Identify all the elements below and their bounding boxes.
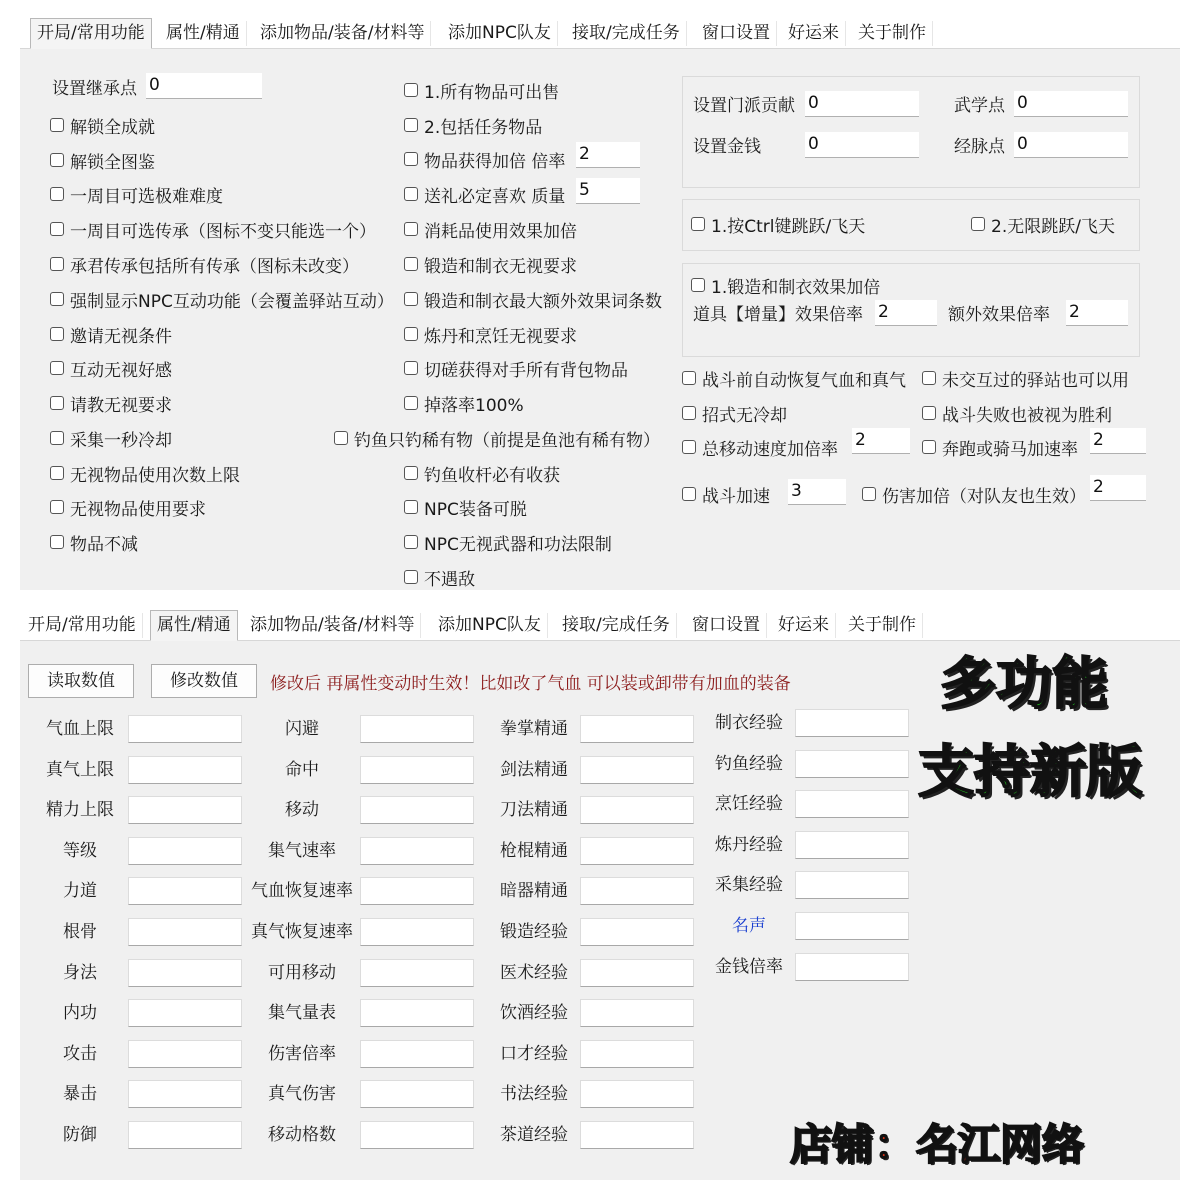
checkbox-box[interactable] — [922, 440, 936, 454]
checkbox-box[interactable] — [971, 217, 985, 231]
checkbox-box[interactable] — [404, 118, 418, 132]
tab-good-luck[interactable]: 好运来 — [772, 613, 836, 638]
attr-label: 身法 — [63, 963, 97, 983]
checkbox-box[interactable] — [50, 396, 64, 410]
inherit-points-input[interactable]: 0 — [146, 73, 262, 99]
checkbox-box[interactable] — [404, 535, 418, 549]
attr-input[interactable] — [795, 790, 909, 818]
checkbox-label: 消耗品使用效果加倍 — [424, 221, 577, 242]
checkbox-box[interactable] — [50, 466, 64, 480]
attr-input[interactable] — [795, 750, 909, 778]
promo-multifunction: 多功能 — [940, 652, 1108, 717]
attr-input[interactable] — [795, 912, 909, 940]
checkbox-box[interactable] — [682, 406, 696, 420]
checkbox-label: 炼丹和烹饪无视要求 — [424, 326, 577, 347]
checkbox-interact-ignore-favor[interactable] — [50, 355, 172, 381]
checkbox-label: 锻造和制衣无视要求 — [424, 256, 577, 277]
tab-quests[interactable]: 接取/完成任务 — [556, 613, 677, 638]
checkbox-box[interactable] — [862, 487, 876, 501]
modify-notice: 修改后 再属性变动时生效！比如改了气血 可以装或卸带有加血的装备 — [270, 674, 791, 694]
checkbox-box[interactable] — [404, 222, 418, 236]
checkbox-ctrl-jump[interactable] — [691, 211, 865, 237]
tab-add-npc[interactable]: 添加NPC队友 — [432, 613, 548, 638]
checkbox-box[interactable] — [404, 396, 418, 410]
gift-quality-input[interactable]: 5 — [576, 178, 640, 204]
checkbox-label: 邀请无视条件 — [70, 326, 172, 347]
checkbox-all-inheritance[interactable] — [50, 251, 359, 277]
checkbox-label: 切磋获得对手所有背包物品 — [424, 360, 628, 381]
checkbox-box[interactable] — [922, 371, 936, 385]
checkbox-move-speed[interactable] — [682, 434, 838, 460]
checkbox-label: 掉落率100% — [424, 395, 524, 416]
checkbox-label: 1.按Ctrl键跳跃/飞天 — [711, 216, 866, 237]
sect-contribution-label: 设置门派贡献 — [693, 96, 795, 116]
money-input[interactable]: 0 — [805, 132, 919, 158]
attr-label: 攻击 — [63, 1044, 97, 1064]
checkbox-show-npc-interact[interactable] — [50, 286, 394, 312]
checkbox-box[interactable] — [404, 570, 418, 584]
checkbox-extreme-difficulty[interactable] — [50, 181, 223, 207]
item-multiplier-input[interactable]: 2 — [576, 142, 640, 168]
attr-label: 伤害倍率 — [268, 1044, 336, 1064]
attr-label: 暗器精通 — [500, 881, 568, 901]
resources-group — [682, 76, 1140, 188]
tab-page-general — [20, 49, 1180, 590]
tab-window-settings[interactable]: 窗口设置 — [686, 613, 767, 638]
modify-values-button[interactable]: 修改数值 — [151, 664, 257, 698]
attr-label: 精力上限 — [46, 800, 114, 820]
attr-label: 闪避 — [285, 719, 319, 739]
checkbox-label: 1.锻造和制衣效果加倍 — [711, 277, 881, 298]
attr-label: 剑法精通 — [500, 760, 568, 780]
checkbox-npc-weapon[interactable] — [404, 529, 612, 555]
checkbox-box[interactable] — [682, 440, 696, 454]
checkbox-spar-loot[interactable] — [404, 355, 628, 381]
checkbox-label: 强制显示NPC互动功能（会覆盖驿站互动） — [70, 291, 394, 312]
checkbox-label: NPC无视武器和功法限制 — [424, 534, 612, 555]
checkbox-label: 送礼必定喜欢 质量 — [424, 186, 566, 207]
extra-effect-input[interactable]: 2 — [1066, 300, 1128, 326]
checkbox-label: 钓鱼只钓稀有物（前提是鱼池有稀有物） — [354, 430, 660, 451]
checkbox-lose-as-win[interactable] — [922, 400, 1112, 426]
attr-input[interactable] — [795, 831, 909, 859]
meridian-points-input[interactable]: 0 — [1014, 132, 1128, 158]
attr-label: 真气恢复速率 — [251, 922, 353, 942]
tab-general[interactable]: 开局/常用功能 — [30, 18, 152, 49]
attr-label: 集气速率 — [268, 841, 336, 861]
tab-bar — [20, 18, 1180, 49]
checkbox-box[interactable] — [404, 500, 418, 514]
checkbox-box[interactable] — [50, 327, 64, 341]
checkbox-box[interactable] — [50, 292, 64, 306]
checkbox-label: 请教无视要求 — [70, 395, 172, 416]
checkbox-npc-strip[interactable] — [404, 494, 527, 520]
attr-label: 移动格数 — [268, 1125, 336, 1145]
attr-label: 根骨 — [63, 922, 97, 942]
checkbox-label: 不遇敌 — [424, 569, 475, 590]
attr-label: 茶道经验 — [500, 1125, 568, 1145]
checkbox-box[interactable] — [404, 187, 418, 201]
checkbox-damage-multiplier[interactable] — [862, 481, 1086, 507]
tab-quests[interactable]: 接取/完成任务 — [566, 21, 687, 46]
checkbox-no-cooldown[interactable] — [682, 400, 787, 426]
attr-label: 真气伤害 — [268, 1084, 336, 1104]
checkbox-fish-rare[interactable] — [334, 425, 660, 451]
meridian-points-label: 经脉点 — [954, 137, 1005, 157]
checkbox-label: 物品获得加倍 倍率 — [424, 151, 566, 172]
checkbox-items-not-consumed[interactable] — [50, 529, 138, 555]
checkbox-forge-bonus[interactable] — [691, 272, 880, 298]
checkbox-drop-rate[interactable] — [404, 390, 524, 416]
checkbox-forge-no-req[interactable] — [404, 251, 577, 277]
attr-label: 力道 — [63, 881, 97, 901]
checkbox-auto-restore[interactable] — [682, 365, 906, 391]
checkbox-label: 一周目可选传承（图标不变只能选一个） — [70, 221, 376, 242]
extra-effect-label: 额外效果倍率 — [948, 305, 1050, 325]
checkbox-infinite-jump[interactable] — [971, 211, 1115, 237]
attr-label: 烹饪经验 — [715, 794, 783, 814]
attr-label: 真气上限 — [46, 760, 114, 780]
sect-contribution-input[interactable]: 0 — [805, 91, 919, 117]
attr-label: 集气量表 — [268, 1003, 336, 1023]
tab-attributes[interactable]: 属性/精通 — [160, 21, 247, 46]
checkbox-label: 奔跑或骑马加速率 — [942, 439, 1078, 460]
checkbox-item-multiplier[interactable] — [404, 146, 565, 172]
checkbox-label: 战斗失败也被视为胜利 — [942, 405, 1112, 426]
checkbox-gather-cooldown[interactable] — [50, 425, 172, 451]
attr-label: 气血恢复速率 — [251, 881, 353, 901]
checkbox-ignore-use-req[interactable] — [50, 494, 206, 520]
item-boost-input[interactable]: 2 — [875, 300, 937, 326]
checkbox-box[interactable] — [50, 535, 64, 549]
tab-page-attributes — [20, 641, 1180, 1180]
attr-label: 锻造经验 — [500, 922, 568, 942]
checkbox-box[interactable] — [50, 187, 64, 201]
checkbox-box[interactable] — [50, 431, 64, 445]
attr-input[interactable] — [795, 871, 909, 899]
tab-add-items[interactable]: 添加物品/装备/材料等 — [244, 613, 421, 638]
checkbox-label: 解锁全成就 — [70, 117, 155, 138]
martial-points-input[interactable]: 0 — [1014, 91, 1128, 117]
jump-group — [682, 199, 1140, 251]
money-label: 设置金钱 — [693, 137, 761, 157]
checkbox-run-speed[interactable] — [922, 434, 1078, 460]
checkbox-box[interactable] — [50, 361, 64, 375]
read-values-button[interactable]: 读取数值 — [28, 664, 134, 698]
attr-label: 饮酒经验 — [500, 1003, 568, 1023]
checkbox-label: 钓鱼收杆必有收获 — [424, 465, 560, 486]
tab-window-settings[interactable]: 窗口设置 — [696, 21, 777, 46]
attr-label: 等级 — [63, 841, 97, 861]
checkbox-box[interactable] — [404, 466, 418, 480]
tab-add-npc[interactable]: 添加NPC队友 — [442, 21, 558, 46]
attr-input[interactable] — [795, 709, 909, 737]
attr-label: 刀法精通 — [500, 800, 568, 820]
checkbox-label: 互动无视好感 — [70, 360, 172, 381]
checkbox-box[interactable] — [50, 153, 64, 167]
checkbox-box[interactable] — [404, 152, 418, 166]
checkbox-label: 招式无冷却 — [702, 405, 787, 426]
martial-points-label: 武学点 — [954, 96, 1005, 116]
checkbox-box[interactable] — [50, 500, 64, 514]
checkbox-fish-harvest[interactable] — [404, 460, 560, 486]
checkbox-box[interactable] — [404, 83, 418, 97]
attr-input[interactable] — [795, 953, 909, 981]
tab-about[interactable]: 关于制作 — [852, 21, 933, 46]
shop-name: 店铺：名江网络 — [790, 1120, 1085, 1169]
checkbox-label: 无视物品使用要求 — [70, 499, 206, 520]
tab-about[interactable]: 关于制作 — [842, 613, 923, 638]
attr-label: 移动 — [285, 800, 319, 820]
checkbox-label: 未交互过的驿站也可以用 — [942, 370, 1129, 391]
attr-label: 医术经验 — [500, 963, 568, 983]
checkbox-label: 战斗前自动恢复气血和真气 — [702, 370, 906, 391]
attr-label: 钓鱼经验 — [715, 754, 783, 774]
checkbox-ignore-use-limit[interactable] — [50, 460, 240, 486]
checkbox-consult-ignore-req[interactable] — [50, 390, 172, 416]
checkbox-include-quest-items[interactable] — [404, 112, 542, 138]
checkbox-label: 承君传承包括所有传承（图标未改变） — [70, 256, 359, 277]
attr-label: 暴击 — [63, 1084, 97, 1104]
checkbox-gift-liked[interactable] — [404, 181, 565, 207]
checkbox-box[interactable] — [404, 327, 418, 341]
checkbox-sell-all[interactable] — [404, 77, 559, 103]
checkbox-label: 2.包括任务物品 — [424, 117, 543, 138]
checkbox-label: 采集一秒冷却 — [70, 430, 172, 451]
run-speed-input[interactable]: 2 — [1090, 428, 1146, 454]
inherit-points-label: 设置继承点 — [52, 79, 137, 99]
checkbox-box[interactable] — [404, 257, 418, 271]
checkbox-box[interactable] — [922, 406, 936, 420]
checkbox-box[interactable] — [682, 487, 696, 501]
checkbox-box[interactable] — [50, 118, 64, 132]
attr-label: 命中 — [285, 760, 319, 780]
checkbox-box[interactable] — [50, 222, 64, 236]
move-speed-input[interactable]: 2 — [852, 428, 910, 454]
checkbox-battle-speed[interactable] — [682, 481, 770, 507]
promo-supports-new-version: 支持新版 — [918, 740, 1142, 805]
forge-bonus-group — [682, 263, 1140, 357]
checkbox-label: 一周目可选极难难度 — [70, 186, 223, 207]
attr-label: 气血上限 — [46, 719, 114, 739]
attr-label: 内功 — [63, 1003, 97, 1023]
checkbox-label: 1.所有物品可出售 — [424, 82, 560, 103]
attr-input[interactable] — [580, 1080, 694, 1108]
checkbox-box[interactable] — [404, 292, 418, 306]
checkbox-label: NPC装备可脱 — [424, 499, 527, 520]
attr-label: 采集经验 — [715, 875, 783, 895]
attr-label: 可用移动 — [268, 963, 336, 983]
checkbox-no-encounter[interactable] — [404, 564, 475, 590]
tab-good-luck[interactable]: 好运来 — [782, 21, 846, 46]
attr-input[interactable] — [580, 1121, 694, 1149]
attr-label: 名声 — [732, 916, 766, 936]
checkbox-box[interactable] — [691, 217, 705, 231]
checkbox-unlock-achievements[interactable] — [50, 112, 155, 138]
checkbox-label: 2.无限跳跃/飞天 — [991, 216, 1115, 237]
tab-general[interactable]: 开局/常用功能 — [22, 613, 143, 638]
attr-label: 枪棍精通 — [500, 841, 568, 861]
attr-input[interactable] — [580, 1040, 694, 1068]
checkbox-label: 解锁全图鉴 — [70, 152, 155, 173]
checkbox-label: 锻造和制衣最大额外效果词条数 — [424, 291, 662, 312]
checkbox-label: 战斗加速 — [702, 486, 770, 507]
checkbox-box[interactable] — [50, 257, 64, 271]
tab-bar — [20, 610, 1180, 641]
attr-label: 防御 — [63, 1125, 97, 1145]
checkbox-box[interactable] — [404, 361, 418, 375]
checkbox-choose-inheritance[interactable] — [50, 216, 376, 242]
attr-label: 书法经验 — [500, 1084, 568, 1104]
checkbox-label: 总移动速度加倍率 — [702, 439, 838, 460]
cheat-window-general — [20, 18, 1180, 590]
checkbox-label: 物品不减 — [70, 534, 138, 555]
checkbox-box[interactable] — [334, 431, 348, 445]
item-boost-label: 道具【增量】效果倍率 — [693, 305, 863, 325]
attr-label: 口才经验 — [500, 1044, 568, 1064]
checkbox-station-usable[interactable] — [922, 365, 1129, 391]
attr-label: 制衣经验 — [715, 713, 783, 733]
checkbox-alchemy-no-req[interactable] — [404, 321, 577, 347]
checkbox-unlock-codex[interactable] — [50, 147, 155, 173]
checkbox-invite-no-condition[interactable] — [50, 321, 172, 347]
checkbox-box[interactable] — [682, 371, 696, 385]
battle-speed-input[interactable]: 3 — [788, 479, 846, 505]
tab-attributes[interactable]: 属性/精通 — [150, 610, 238, 641]
attr-input[interactable] — [580, 999, 694, 1027]
checkbox-label: 伤害加倍（对队友也生效） — [882, 486, 1086, 507]
tab-add-items[interactable]: 添加物品/装备/材料等 — [254, 21, 431, 46]
checkbox-consumable-double[interactable] — [404, 216, 577, 242]
attr-label: 金钱倍率 — [715, 957, 783, 977]
attr-label: 炼丹经验 — [715, 835, 783, 855]
damage-multiplier-input[interactable]: 2 — [1090, 475, 1146, 501]
checkbox-box[interactable] — [691, 278, 705, 292]
attr-label: 拳掌精通 — [500, 719, 568, 739]
checkbox-label: 无视物品使用次数上限 — [70, 465, 240, 486]
checkbox-forge-max-affix[interactable] — [404, 286, 662, 312]
